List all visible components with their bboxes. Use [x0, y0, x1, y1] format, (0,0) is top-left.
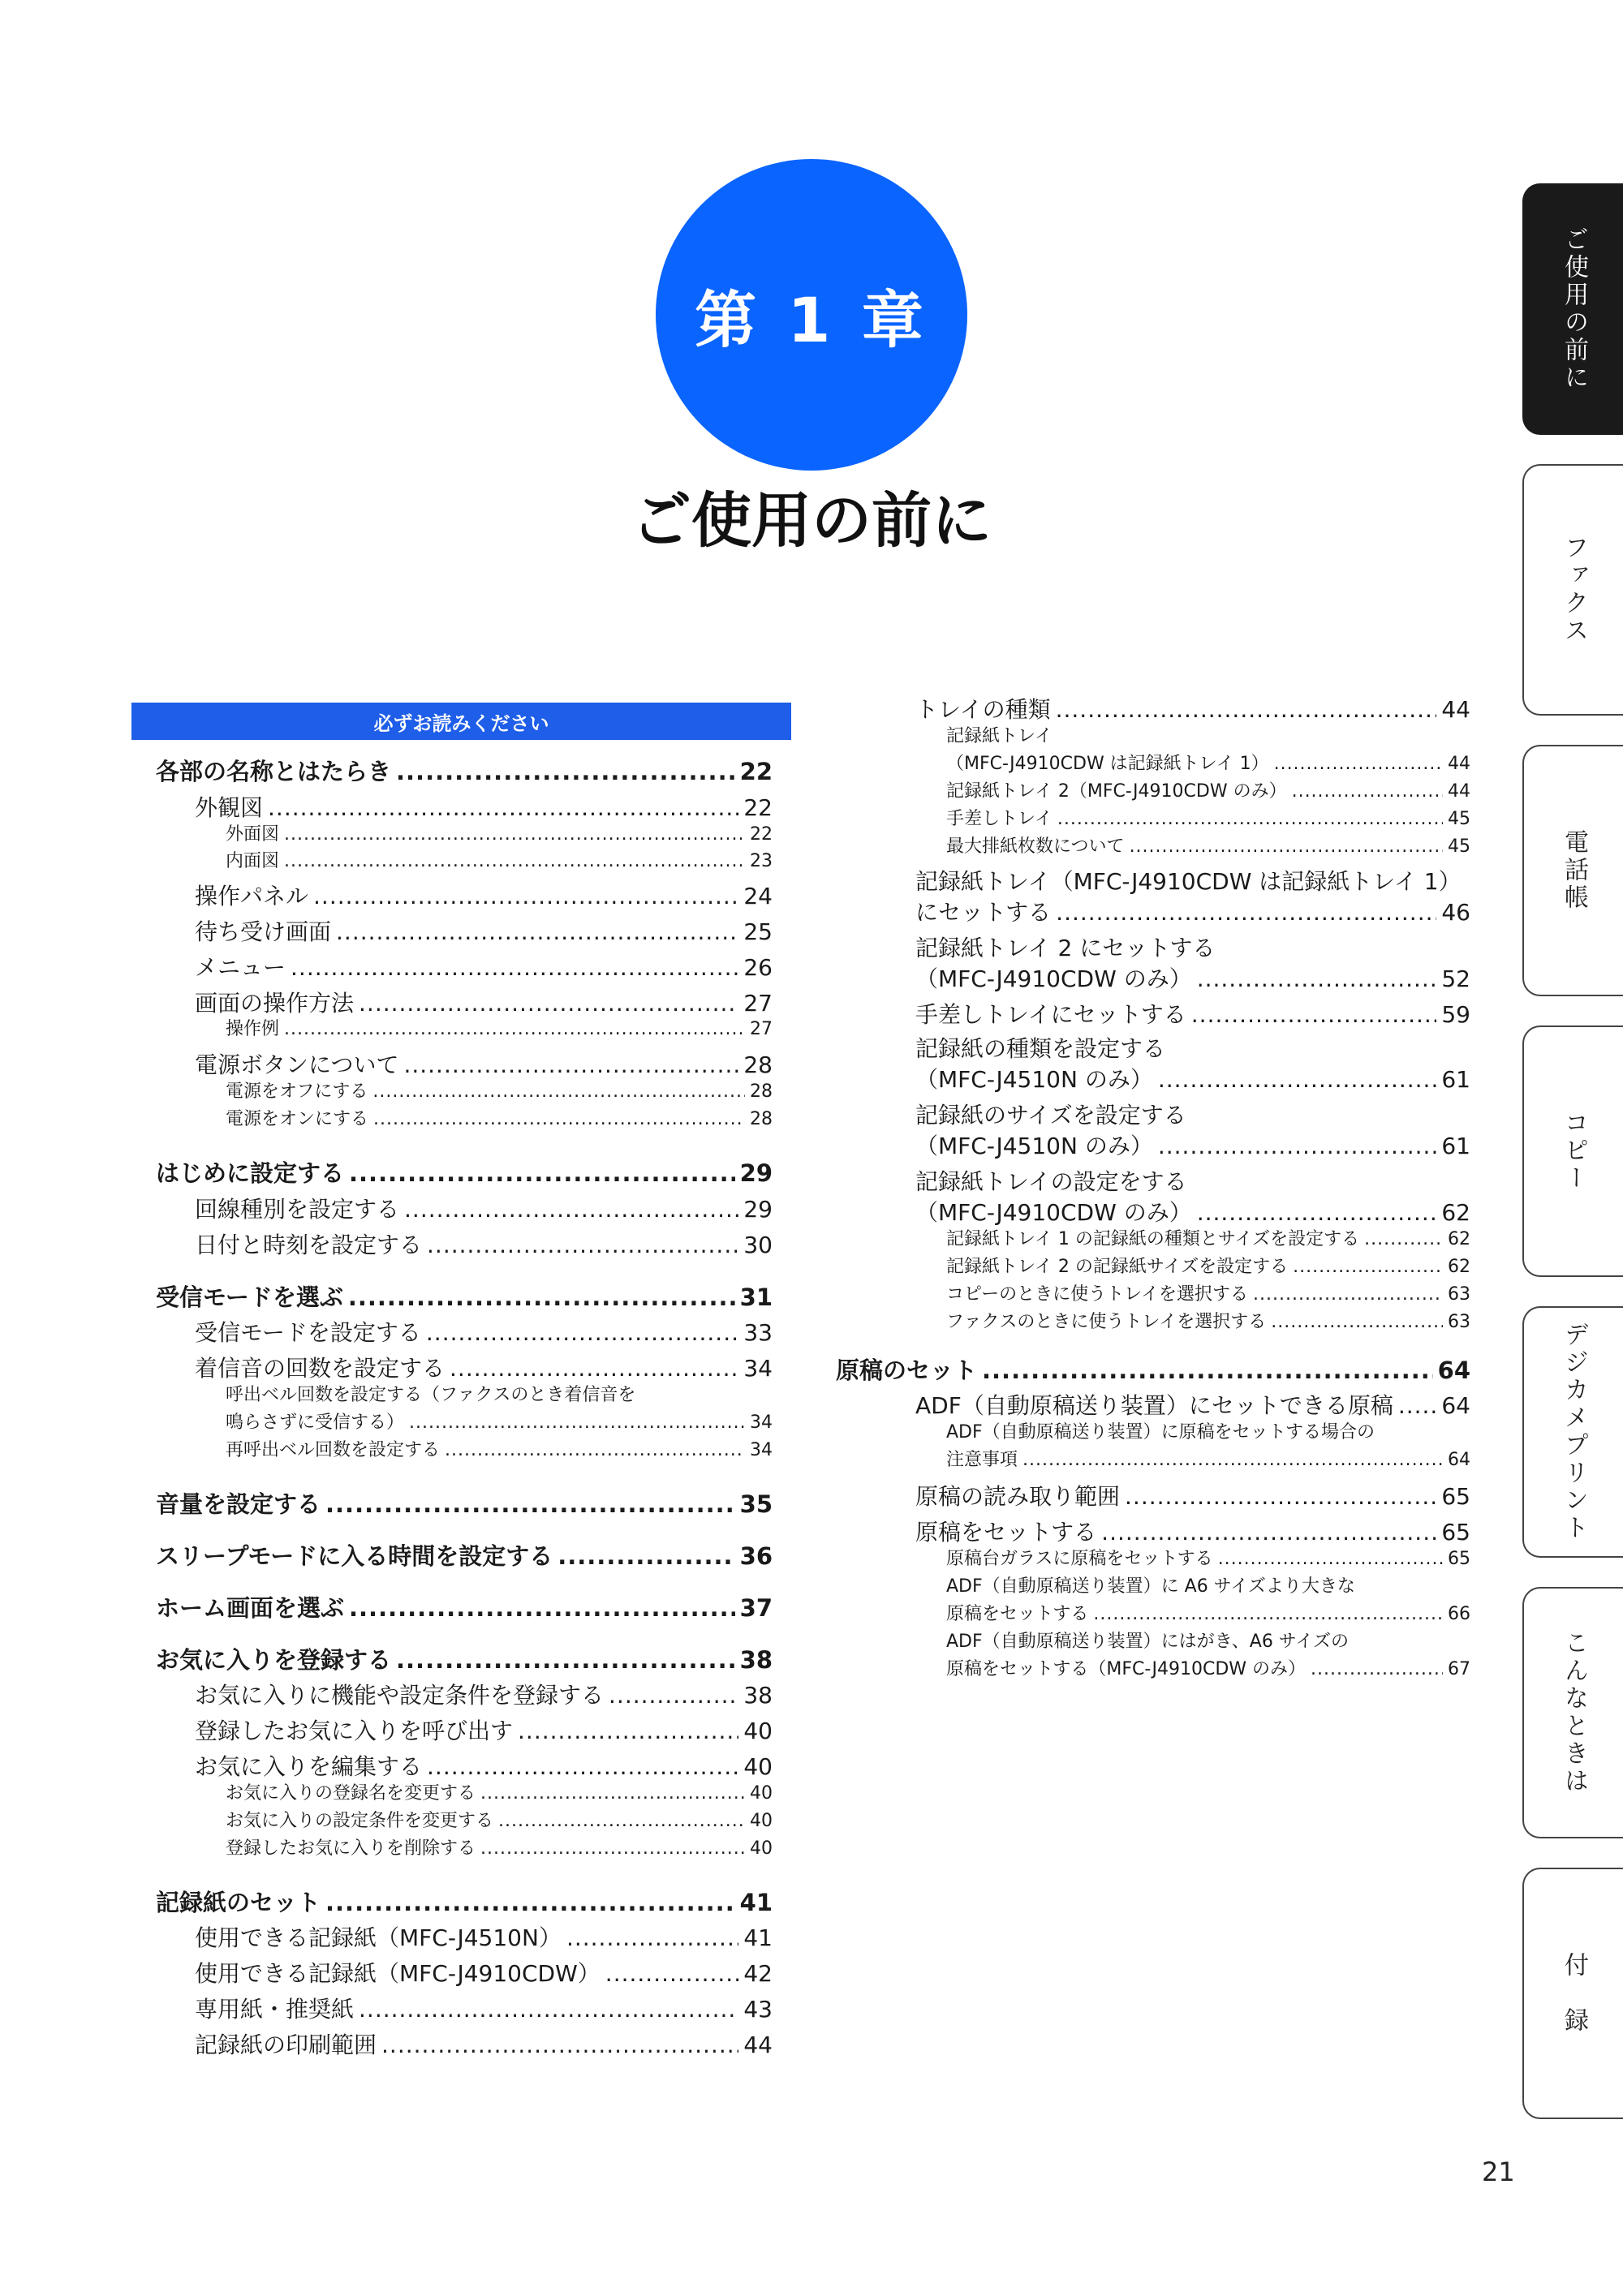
toc-entry-page: 40: [750, 1811, 773, 1831]
toc-entry-title: お気に入りに機能や設定条件を登録する: [195, 1682, 605, 1709]
toc-leader-dots: [291, 954, 738, 982]
toc-leader-dots: [1101, 1519, 1436, 1546]
toc-leader-dots: [325, 1490, 735, 1519]
toc-entry-page: 59: [1441, 1001, 1470, 1028]
toc-entry[interactable]: [946, 1257, 1470, 1278]
toc-entry[interactable]: [915, 965, 1470, 993]
toc-entry[interactable]: [915, 1133, 1470, 1160]
toc-entry[interactable]: [226, 1440, 773, 1461]
toc-entry-page: 65: [1441, 1519, 1470, 1546]
toc-entry[interactable]: [946, 1549, 1470, 1570]
toc-entry-title: 記録紙のセット: [156, 1889, 321, 1916]
toc-entry[interactable]: [226, 1019, 773, 1040]
toc-entry[interactable]: [195, 794, 773, 822]
toc-entry-page: 27: [750, 1019, 773, 1039]
toc-entry-page: 61: [1441, 1133, 1470, 1159]
toc-entry-page: 35: [739, 1490, 773, 1518]
toc-entry-page: 22: [743, 794, 773, 821]
toc-entry-page: 64: [1441, 1392, 1470, 1419]
toc-entry-title: スリープモードに入る時間を設定する: [156, 1542, 553, 1570]
toc-entry-title: はじめに設定する: [156, 1159, 345, 1187]
chapter-tab[interactable]: [1522, 183, 1623, 435]
toc-leader-dots: [396, 1646, 735, 1675]
toc-entry-page: 34: [743, 1355, 773, 1382]
toc-leader-dots: [1398, 1392, 1437, 1420]
toc-entry-title: お気に入りを登録する: [156, 1646, 392, 1674]
toc-entry-title: 受信モードを設定する: [195, 1319, 421, 1346]
toc-entry[interactable]: [946, 1450, 1470, 1471]
toc-entry-page: 41: [743, 1924, 773, 1951]
toc-entry-title: 鳴らさずに受信する）: [226, 1412, 405, 1433]
toc-entry[interactable]: [915, 868, 1462, 896]
toc-entry-title: トレイの種類: [915, 696, 1051, 723]
toc-leader-dots: [427, 1753, 738, 1781]
toc-entry-title: お気に入りの登録名を変更する: [226, 1783, 476, 1804]
toc-entry[interactable]: [915, 1102, 1186, 1129]
toc-leader-dots: [518, 1718, 738, 1745]
toc-entry-title: 記録紙のサイズを設定する: [915, 1102, 1186, 1129]
toc-entry[interactable]: [946, 1312, 1470, 1333]
toc-entry-page: 29: [743, 1196, 773, 1223]
toc-leader-dots: [1057, 809, 1443, 830]
toc-entry-title: 呼出ベル回数を設定する（ファクスのとき着信音を: [226, 1385, 636, 1405]
toc-entry[interactable]: [915, 1168, 1187, 1196]
toc-entry-title: 内面図: [226, 851, 280, 871]
toc-entry-page: 44: [743, 2032, 773, 2058]
toc-entry-title: （MFC-J4910CDW のみ）: [915, 1199, 1192, 1226]
chapter-tab[interactable]: [1522, 464, 1623, 716]
toc-leader-dots: [1056, 899, 1436, 927]
toc-leader-dots: [445, 1440, 745, 1461]
toc-entry[interactable]: [915, 1519, 1470, 1546]
toc-entry-page: 62: [1448, 1257, 1470, 1277]
chapter-tab-label: ご使用の前に: [1560, 226, 1588, 392]
toc-leader-dots: [284, 824, 745, 845]
toc-entry-title: お気に入りを編集する: [195, 1753, 423, 1780]
toc-entry-title: ファクスのときに使うトレイを選択する: [946, 1312, 1267, 1332]
toc-entry-page: 43: [743, 1996, 773, 2023]
toc-leader-dots: [1056, 696, 1437, 724]
toc-entry[interactable]: [946, 726, 1053, 747]
chapter-number: 第 1 章: [695, 283, 928, 356]
toc-entry-page: 44: [1448, 754, 1470, 774]
toc-entry[interactable]: [195, 954, 773, 982]
toc-entry[interactable]: [946, 754, 1470, 775]
toc-leader-dots: [1311, 1659, 1443, 1680]
toc-entry[interactable]: [195, 1232, 773, 1259]
toc-leader-dots: [1158, 1133, 1437, 1160]
toc-entry-title: 電源をオフにする: [226, 1081, 368, 1102]
toc-entry-page: 34: [750, 1440, 773, 1460]
toc-entry[interactable]: [156, 1159, 773, 1188]
toc-entry-page: 62: [1441, 1199, 1470, 1226]
chapter-tab[interactable]: [1522, 745, 1623, 996]
toc-entry[interactable]: [946, 781, 1470, 802]
toc-entry-page: 67: [1448, 1659, 1470, 1679]
toc-entry-title: （MFC-J4910CDW のみ）: [915, 965, 1192, 992]
toc-entry[interactable]: [226, 1783, 773, 1804]
toc-entry-title: 原稿台ガラスに原稿をセットする: [946, 1549, 1213, 1569]
toc-entry[interactable]: [915, 1035, 1165, 1063]
toc-entry[interactable]: [156, 1646, 773, 1675]
toc-entry-title: 記録紙トレイ 1 の記録紙の種類とサイズを設定する: [946, 1229, 1360, 1249]
toc-entry-page: 33: [743, 1319, 773, 1346]
toc-leader-dots: [498, 1811, 745, 1832]
toc-leader-dots: [427, 1232, 738, 1259]
toc-entry[interactable]: [946, 1604, 1470, 1625]
toc-leader-dots: [1197, 965, 1437, 993]
toc-entry-page: 45: [1448, 836, 1470, 857]
toc-entry-title: 登録したお気に入りを削除する: [226, 1838, 476, 1859]
toc-entry-page: 34: [750, 1412, 773, 1433]
toc-entry-page: 64: [1437, 1357, 1470, 1384]
toc-entry-title: 音量を設定する: [156, 1490, 321, 1518]
toc-leader-dots: [1022, 1450, 1443, 1471]
toc-leader-dots: [1197, 1199, 1437, 1227]
toc-entry-page: 22: [750, 824, 773, 845]
toc-entry-title: 待ち受け画面: [195, 918, 332, 945]
toc-leader-dots: [268, 794, 738, 822]
toc-entry-title: 専用紙・推奨紙: [195, 1996, 355, 2023]
toc-entry-title: メニュー: [195, 954, 286, 981]
toc-entry-title: 最大排紙枚数について: [946, 836, 1125, 857]
toc-leader-dots: [1191, 1001, 1437, 1029]
toc-leader-dots: [1093, 1604, 1443, 1625]
toc-leader-dots: [1364, 1229, 1443, 1250]
toc-entry[interactable]: [226, 1385, 635, 1406]
chapter-badge: [656, 159, 967, 471]
toc-entry-title: 外面図: [226, 824, 280, 845]
toc-entry[interactable]: [195, 1682, 773, 1709]
toc-entry-page: 62: [1448, 1229, 1470, 1249]
chapter-tab[interactable]: [1522, 1868, 1623, 2119]
toc-entry-title: 使用できる記録紙（MFC-J4510N）: [195, 1924, 562, 1951]
toc-entry-title: 手差しトレイにセットする: [915, 1001, 1186, 1028]
toc-leader-dots: [348, 1283, 735, 1312]
toc-entry[interactable]: [156, 1889, 773, 1917]
toc-entry-page: 22: [739, 758, 773, 785]
toc-entry[interactable]: [195, 1196, 773, 1223]
toc-entry-page: 40: [750, 1783, 773, 1804]
toc-entry-title: 電源をオンにする: [226, 1109, 369, 1129]
toc-leader-dots: [426, 1319, 738, 1347]
toc-entry-page: 42: [743, 1960, 773, 1987]
toc-leader-dots: [480, 1783, 745, 1804]
toc-entry-title: 記録紙トレイ 2 にセットする: [915, 935, 1216, 961]
toc-entry-title: 記録紙トレイ 2（MFC-J4910CDW のみ）: [946, 781, 1287, 802]
toc-entry[interactable]: [946, 836, 1470, 858]
toc-entry[interactable]: [915, 1392, 1470, 1420]
toc-entry[interactable]: [195, 883, 773, 910]
toc-leader-dots: [404, 1196, 738, 1223]
toc-leader-dots: [409, 1412, 745, 1434]
toc-entry-page: 63: [1448, 1284, 1470, 1305]
toc-entry[interactable]: [946, 1422, 1375, 1443]
toc-entry[interactable]: [946, 1659, 1470, 1680]
toc-entry[interactable]: [195, 1319, 773, 1347]
toc-entry[interactable]: [195, 918, 773, 946]
toc-entry[interactable]: [946, 1632, 1349, 1653]
toc-leader-dots: [1125, 1483, 1436, 1511]
toc-entry-title: 原稿のセット: [836, 1357, 978, 1384]
page-number: 21: [1482, 2156, 1515, 2187]
toc-entry[interactable]: [195, 1960, 773, 1988]
toc-entry-title: 手差しトレイ: [946, 809, 1053, 829]
toc-leader-dots: [372, 1081, 745, 1103]
toc-entry[interactable]: [915, 1199, 1470, 1227]
toc-entry-page: 38: [743, 1682, 773, 1709]
toc-entry-page: 63: [1448, 1312, 1470, 1332]
section-banner: 必ずお読みください: [131, 703, 791, 740]
toc-entry-title: 原稿をセットする: [946, 1604, 1089, 1624]
toc-entry-page: 40: [750, 1838, 773, 1859]
toc-entry[interactable]: [195, 1718, 773, 1745]
toc-entry[interactable]: [946, 1284, 1470, 1305]
toc-entry-title: にセットする: [915, 899, 1052, 926]
toc-entry-title: 操作例: [226, 1019, 280, 1039]
toc-entry-title: 原稿の読み取り範囲: [915, 1483, 1121, 1510]
toc-entry-page: 38: [739, 1646, 773, 1674]
toc-entry[interactable]: [226, 1081, 773, 1103]
toc-entry-title: 画面の操作方法: [195, 990, 355, 1017]
toc-entry-title: 回線種別を設定する: [195, 1196, 400, 1223]
toc-leader-dots: [325, 1889, 735, 1917]
toc-entry-title: ADF（自動原稿送り装置）に A6 サイズより大きな: [946, 1576, 1355, 1597]
toc-leader-dots: [359, 990, 738, 1017]
toc-entry-page: 27: [743, 990, 773, 1017]
toc-entry-title: ADF（自動原稿送り装置）に原稿をセットする場合の: [946, 1422, 1375, 1443]
toc-entry-page: 64: [1448, 1450, 1470, 1470]
toc-leader-dots: [349, 1159, 735, 1188]
toc-entry[interactable]: [915, 935, 1215, 962]
toc-leader-dots: [1293, 1257, 1443, 1278]
toc-entry-title: （MFC-J4910CDW は記録紙トレイ 1）: [946, 754, 1269, 774]
toc-entry-title: 各部の名称とはたらき: [156, 758, 392, 785]
toc-entry[interactable]: [836, 1357, 1470, 1385]
toc-leader-dots: [373, 1109, 745, 1130]
toc-leader-dots: [982, 1357, 1433, 1385]
toc-entry-page: 29: [739, 1159, 773, 1187]
toc-entry-title: 記録紙の種類を設定する: [915, 1035, 1166, 1062]
toc-entry-page: 44: [1448, 781, 1470, 802]
toc-entry-page: 24: [743, 883, 773, 909]
toc-leader-dots: [284, 1019, 745, 1040]
toc-entry[interactable]: [156, 1594, 773, 1623]
toc-entry[interactable]: [195, 2032, 773, 2059]
chapter-tab-label: デジカメプリント: [1560, 1322, 1588, 1542]
toc-entry-title: ADF（自動原稿送り装置）にセットできる原稿: [915, 1392, 1393, 1419]
toc-entry[interactable]: [915, 899, 1470, 927]
toc-leader-dots: [336, 918, 738, 946]
toc-entry-page: 65: [1441, 1483, 1470, 1510]
toc-leader-dots: [284, 851, 745, 872]
toc-entry-page: 40: [743, 1753, 773, 1780]
toc-entry[interactable]: [195, 1996, 773, 2023]
toc-entry-title: 外観図: [195, 794, 264, 821]
toc-entry-title: 注意事項: [946, 1450, 1018, 1470]
toc-entry-page: 23: [750, 851, 773, 871]
toc-entry-title: お気に入りの設定条件を変更する: [226, 1811, 494, 1831]
toc-entry-page: 26: [743, 954, 773, 981]
toc-entry-title: （MFC-J4510N のみ）: [915, 1066, 1153, 1093]
chapter-tab[interactable]: [1522, 1306, 1623, 1558]
toc-entry[interactable]: [946, 1576, 1355, 1597]
toc-entry-page: 61: [1441, 1066, 1470, 1093]
toc-entry-title: 原稿をセットする: [915, 1519, 1097, 1546]
toc-entry[interactable]: [195, 1051, 773, 1079]
toc-entry[interactable]: [156, 1283, 773, 1312]
toc-leader-dots: [396, 758, 735, 786]
toc-entry-title: （MFC-J4510N のみ）: [915, 1133, 1153, 1159]
toc-entry-title: 受信モードを選ぶ: [156, 1283, 343, 1311]
toc-leader-dots: [566, 1924, 738, 1952]
toc-entry-title: 再呼出ベル回数を設定する: [226, 1440, 441, 1460]
toc-leader-dots: [480, 1838, 745, 1860]
toc-entry-title: コピーのときに使うトレイを選択する: [946, 1284, 1249, 1305]
toc-entry-page: 44: [1441, 696, 1470, 723]
toc-leader-dots: [609, 1682, 738, 1709]
toc-entry[interactable]: [915, 1066, 1470, 1094]
toc-entry[interactable]: [226, 1412, 773, 1434]
toc-entry-page: 46: [1441, 899, 1470, 926]
toc-entry-page: 31: [739, 1283, 773, 1311]
toc-leader-dots: [381, 2032, 738, 2059]
toc-leader-dots: [313, 883, 738, 910]
toc-leader-dots: [1271, 1312, 1443, 1333]
chapter-tab[interactable]: [1522, 1587, 1623, 1838]
toc-entry[interactable]: [226, 1811, 773, 1832]
toc-entry-title: 使用できる記録紙（MFC-J4910CDW）: [195, 1960, 601, 1987]
toc-entry-page: 37: [739, 1594, 773, 1622]
toc-entry[interactable]: [226, 1838, 773, 1860]
toc-leader-dots: [1274, 754, 1443, 775]
toc-leader-dots: [1158, 1066, 1437, 1094]
toc-entry[interactable]: [156, 1490, 773, 1519]
toc-entry-title: 記録紙トレイの設定をする: [915, 1168, 1187, 1195]
chapter-tab-label: ファクス: [1560, 535, 1588, 645]
toc-entry[interactable]: [195, 1355, 773, 1382]
toc-leader-dots: [1218, 1549, 1443, 1570]
toc-entry-page: 28: [750, 1109, 773, 1129]
toc-leader-dots: [558, 1542, 734, 1571]
toc-entry-page: 52: [1441, 965, 1470, 992]
toc-entry[interactable]: [915, 1483, 1470, 1511]
toc-entry[interactable]: [946, 809, 1470, 830]
toc-entry-title: 記録紙の印刷範囲: [195, 2032, 377, 2058]
toc-entry-title: 操作パネル: [195, 883, 309, 909]
toc-leader-dots: [403, 1051, 738, 1079]
toc-leader-dots: [1253, 1284, 1443, 1305]
chapter-tab-label: 付 録: [1560, 1952, 1588, 2035]
toc-entry-page: 40: [743, 1718, 773, 1744]
toc-entry[interactable]: [915, 696, 1470, 724]
toc-entry-page: 41: [739, 1889, 773, 1916]
toc-entry-title: 記録紙トレイ: [946, 726, 1053, 746]
toc-entry-title: 日付と時刻を設定する: [195, 1232, 423, 1258]
toc-entry-title: ADF（自動原稿送り装置）にはがき、A6 サイズの: [946, 1632, 1350, 1652]
toc-leader-dots: [349, 1594, 735, 1623]
toc-entry-title: 記録紙トレイ 2 の記録紙サイズを設定する: [946, 1257, 1289, 1277]
toc-entry[interactable]: [156, 1542, 773, 1571]
toc-entry[interactable]: [195, 990, 773, 1017]
toc-entry-title: 電源ボタンについて: [195, 1051, 399, 1078]
toc-entry-page: 65: [1448, 1549, 1470, 1569]
toc-entry[interactable]: [195, 1753, 773, 1781]
toc-entry[interactable]: [156, 758, 773, 786]
toc-entry[interactable]: [195, 1924, 773, 1952]
toc-entry-page: 28: [743, 1051, 773, 1078]
chapter-tab-label: 電話帳: [1560, 829, 1588, 912]
toc-entry-page: 66: [1448, 1604, 1470, 1624]
toc-entry[interactable]: [226, 1109, 773, 1130]
toc-entry-page: 45: [1448, 809, 1470, 829]
toc-entry-title: 着信音の回数を設定する: [195, 1355, 446, 1382]
toc-leader-dots: [450, 1355, 738, 1382]
toc-entry-title: 原稿をセットする（MFC-J4910CDW のみ）: [946, 1659, 1307, 1679]
toc-entry[interactable]: [946, 1229, 1470, 1250]
toc-entry-title: 登録したお気に入りを呼び出す: [195, 1718, 514, 1744]
toc-entry[interactable]: [915, 1001, 1470, 1029]
toc-entry-title: ホーム画面を選ぶ: [156, 1594, 345, 1622]
chapter-tab-label: こんなときは: [1560, 1630, 1588, 1795]
toc-entry[interactable]: [226, 824, 773, 845]
toc-entry-page: 30: [743, 1232, 773, 1258]
chapter-tab[interactable]: [1522, 1025, 1623, 1277]
toc-leader-dots: [1292, 781, 1443, 802]
toc-entry-page: 25: [743, 918, 773, 945]
toc-leader-dots: [359, 1996, 738, 2023]
toc-leader-dots: [1130, 836, 1443, 858]
toc-leader-dots: [605, 1960, 739, 1988]
page-title: ご使用の前に: [631, 486, 992, 556]
toc-entry-page: 36: [739, 1542, 773, 1570]
toc-entry-page: 28: [750, 1081, 773, 1102]
toc-entry[interactable]: [226, 851, 773, 872]
toc-entry-title: 記録紙トレイ（MFC-J4910CDW は記録紙トレイ 1）: [915, 868, 1462, 895]
chapter-tab-label: コピー: [1560, 1110, 1588, 1193]
